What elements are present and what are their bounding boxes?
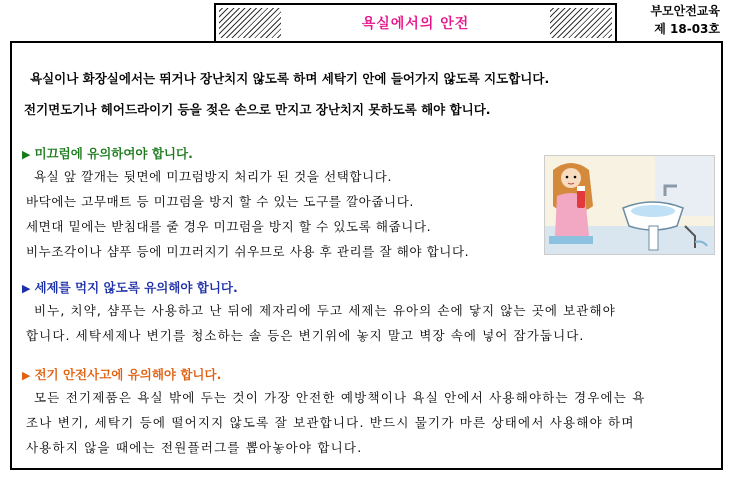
- section-detergent-line-2: 합니다. 세탁세제나 변기를 청소하는 솔 등은 변기위에 놓지 말고 벽장 속에 넣어 잠가둡니다.: [26, 328, 585, 343]
- triangle-right-icon: ▶: [22, 282, 31, 295]
- issue-category: 부모안전교육: [650, 4, 720, 18]
- section-electric-line-2: 조나 변기, 세탁기 등에 떨어지지 않도록 잘 보관합니다. 반드시 물기가 마른 상태에서 사용해야 하며: [26, 415, 635, 430]
- hatch-decoration-left: [219, 8, 281, 38]
- triangle-right-icon: ▶: [22, 148, 31, 161]
- section-slip-line-2: 바닥에는 고무매트 등 미끄럼을 방지 할 수 있는 도구를 깔아줍니다.: [26, 194, 414, 209]
- girl-washing-face-illustration: [544, 155, 715, 255]
- page-title: 욕실에서의 안전: [361, 16, 470, 32]
- section-heading-slip: ▶ 미끄럼에 유의하여야 합니다.: [22, 146, 193, 161]
- hatch-decoration-right: [550, 8, 612, 38]
- section-slip-line-3: 세면대 밑에는 받침대를 줄 경우 미끄럼을 방지 할 수 있도록 해줍니다.: [26, 219, 432, 234]
- triangle-right-icon: ▶: [22, 369, 31, 382]
- section-electric-line-1: 모든 전기제품은 욕실 밖에 두는 것이 가장 안전한 예방책이나 욕실 안에서 사용해야하는 경우에는 욕: [34, 390, 646, 405]
- intro-line-1: 욕실이나 화장실에서는 뛰거나 장난치지 않도록 하며 세탁기 안에 들어가지 않도록 지도합니다.: [30, 71, 550, 86]
- section-electric-line-3: 사용하지 않을 때에는 전원플러그를 뽑아놓아야 합니다.: [26, 440, 363, 455]
- issue-number: 제 18-03호: [654, 22, 720, 36]
- intro-line-2: 전기면도기나 헤어드라이기 등을 젖은 손으로 만지고 장난치지 못하도록 해야 합니다.: [24, 102, 491, 117]
- section-heading-electric: ▶ 전기 안전사고에 유의해야 합니다.: [22, 367, 222, 382]
- section-slip-line-1: 욕실 앞 깔개는 뒷면에 미끄럼방지 처리가 된 것을 선택합니다.: [34, 169, 393, 184]
- issue-label: [650, 2, 720, 38]
- section-slip-line-4: 비누조각이나 샴푸 등에 미끄러지기 쉬우므로 사용 후 관리를 잘 해야 합니다.: [26, 244, 470, 259]
- content-frame: [10, 41, 723, 470]
- section-detergent-line-1: 비누, 치약, 샴푸는 사용하고 난 뒤에 제자리에 두고 세제는 유아의 손에 닿지 않는 곳에 보관해야: [34, 303, 616, 318]
- section-heading-detergent: ▶ 세제를 먹지 않도록 유의해야 합니다.: [22, 280, 238, 295]
- title-banner: [214, 3, 617, 43]
